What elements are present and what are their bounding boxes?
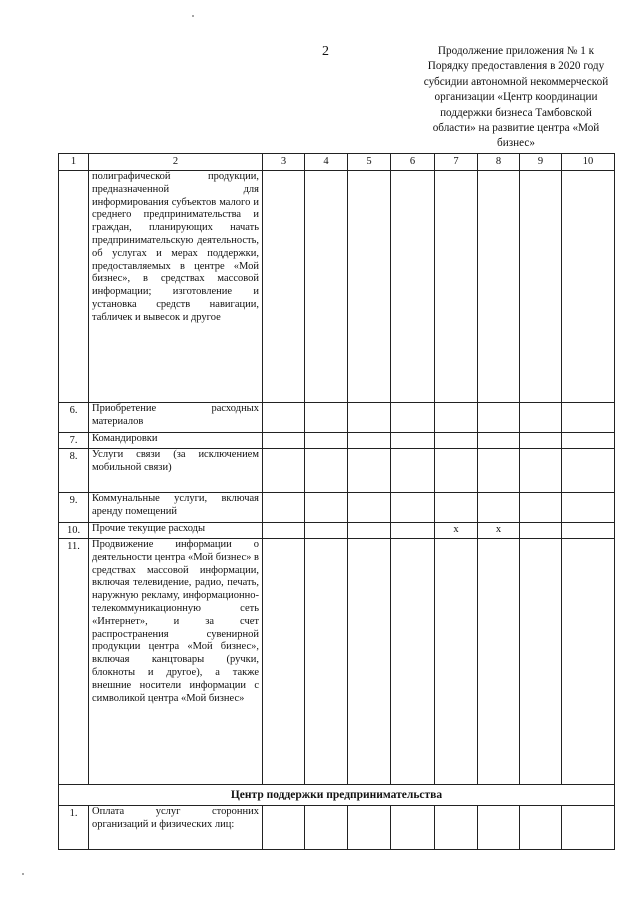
row-number: 9. xyxy=(59,493,89,523)
column-number: 5 xyxy=(348,154,391,171)
page-number: 2 xyxy=(322,44,329,59)
row-number: 11. xyxy=(59,539,89,785)
table-row xyxy=(59,523,615,539)
column-number: 10 xyxy=(562,154,615,171)
column-number: 7 xyxy=(435,154,478,171)
table-row xyxy=(59,403,615,433)
table-row xyxy=(59,449,615,493)
row-description: Командировки xyxy=(89,433,263,449)
column-number-row xyxy=(59,154,615,171)
appendix-header-note: Продолжение приложения № 1 к Порядку предоставления в 2020 году субсидии автономной некоммерческой организации «Центр координации поддержки бизнеса Тамбовской области» на развитие центра «Мой бизнес» xyxy=(423,45,609,150)
column-number: 9 xyxy=(520,154,562,171)
column-number: 1 xyxy=(59,154,89,171)
expense-table xyxy=(58,153,615,850)
row-number: 6. xyxy=(59,403,89,433)
row-description: Приобретение расходных материалов xyxy=(89,403,263,433)
row-number: 10. xyxy=(59,523,89,539)
table-row xyxy=(59,539,615,785)
row-description: Коммунальные услуги, включая аренду помещений xyxy=(89,493,263,523)
table-row xyxy=(59,493,615,523)
row-number: 8. xyxy=(59,449,89,493)
section-header-row xyxy=(59,785,615,806)
row-number: 7. xyxy=(59,433,89,449)
cell-mark-x: x xyxy=(435,523,478,539)
scan-speck xyxy=(192,15,194,17)
table-row xyxy=(59,806,615,850)
table-row xyxy=(59,171,615,403)
section-title: Центр поддержки предпринимательства xyxy=(59,785,615,806)
row-description: Услуги связи (за исключением мобильной связи) xyxy=(89,449,263,493)
scan-speck xyxy=(22,873,24,875)
row-number xyxy=(59,171,89,403)
column-number: 3 xyxy=(263,154,305,171)
column-number: 6 xyxy=(391,154,435,171)
column-number: 8 xyxy=(478,154,520,171)
row-description: Продвижение информации о деятельности центра «Мой бизнес» в средствах массовой информации, включая телевидение, радио, печать, наружную рекламу, информационно-телекоммуникационную сеть «Интернет», и за счет распространения сувенирной продукции центра «Мой бизнес», включая канцтовары (ручки, блокноты и другое), а также внешние носители информации с символикой центра «Мой бизнес» xyxy=(89,539,263,785)
column-number: 2 xyxy=(89,154,263,171)
row-description: Оплата услуг сторонних организаций и физических лиц: xyxy=(89,806,263,850)
cell-mark-x: x xyxy=(478,523,520,539)
row-description: полиграфической продукции, предназначенной для информирования субъектов малого и среднего предпринимательства и граждан, планирующих начать предпринимательскую деятельность, об услугах и мерах поддержки, предоставляемых в центре «Мой бизнес», в средствах массовой информации; изготовление и установка средств навигации, табличек и вывесок и другое xyxy=(89,171,263,403)
column-number: 4 xyxy=(305,154,348,171)
table-row xyxy=(59,433,615,449)
row-description: Прочие текущие расходы xyxy=(89,523,263,539)
row-number: 1. xyxy=(59,806,89,850)
